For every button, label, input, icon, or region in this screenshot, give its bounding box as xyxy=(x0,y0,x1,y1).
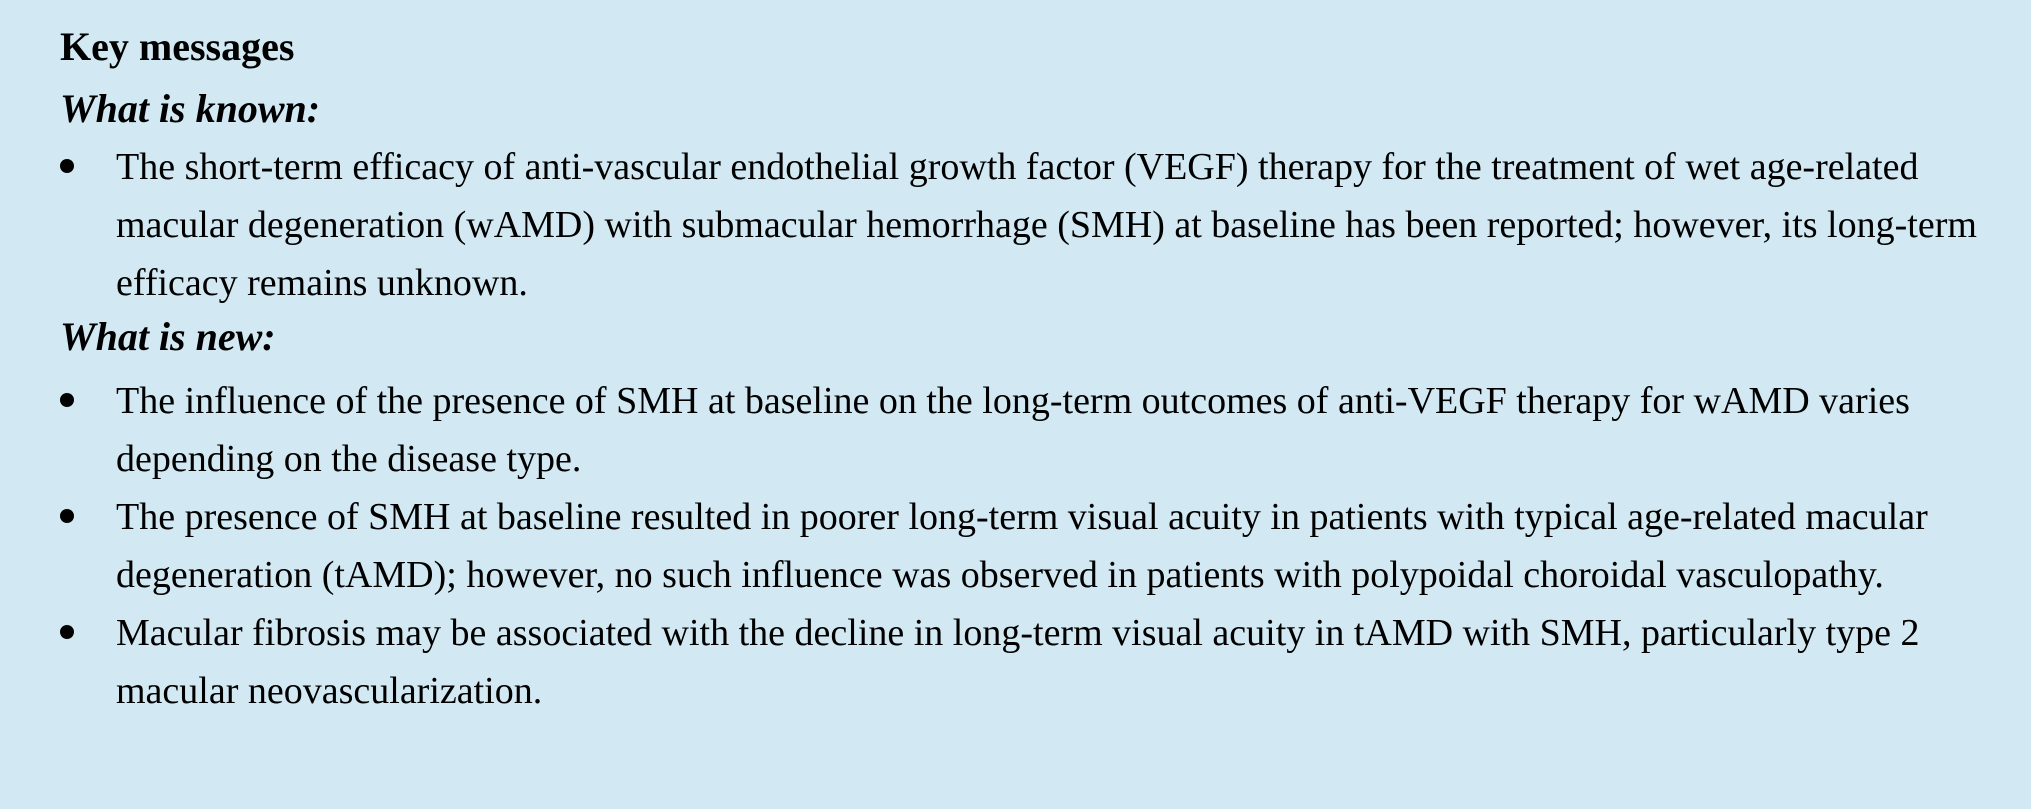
bullet-text: The influence of the presence of SMH at baseline on the long-term outcomes of anti-VEGF therapy for wAMD varies depending on the disease type. xyxy=(116,380,1910,480)
bullet-text: The short-term efficacy of anti-vascular endothelial growth factor (VEGF) therapy for the treatment of wet age-related macular degeneration (wAMD) with submacular hemorrhage (SMH) at baseline has been reported; however, its long-term efficacy remains unknown. xyxy=(116,146,1977,304)
list-item xyxy=(60,488,2031,604)
bullet-text: The presence of SMH at baseline resulted in poorer long-term visual acuity in patients with typical age-related macular degeneration (tAMD); however, no such influence was observed in patients with polypoidal choroidal vasculopathy. xyxy=(116,496,1928,596)
bullet-icon xyxy=(60,393,74,407)
new-bullet-list xyxy=(60,372,1991,720)
known-bullet-list xyxy=(60,138,1991,312)
list-item xyxy=(60,372,2031,488)
list-item xyxy=(60,138,2031,312)
section-heading-new: What is new: xyxy=(60,314,276,359)
list-item xyxy=(60,604,2031,720)
key-messages-title: Key messages xyxy=(60,24,295,69)
bullet-text: Macular fibrosis may be associated with the decline in long-term visual acuity in tAMD with SMH, particularly type 2 macular neovascularization. xyxy=(116,612,1920,712)
section-heading-known: What is known: xyxy=(60,86,321,131)
bullet-icon xyxy=(60,625,74,639)
bullet-icon xyxy=(60,509,74,523)
bullet-icon xyxy=(60,159,74,173)
